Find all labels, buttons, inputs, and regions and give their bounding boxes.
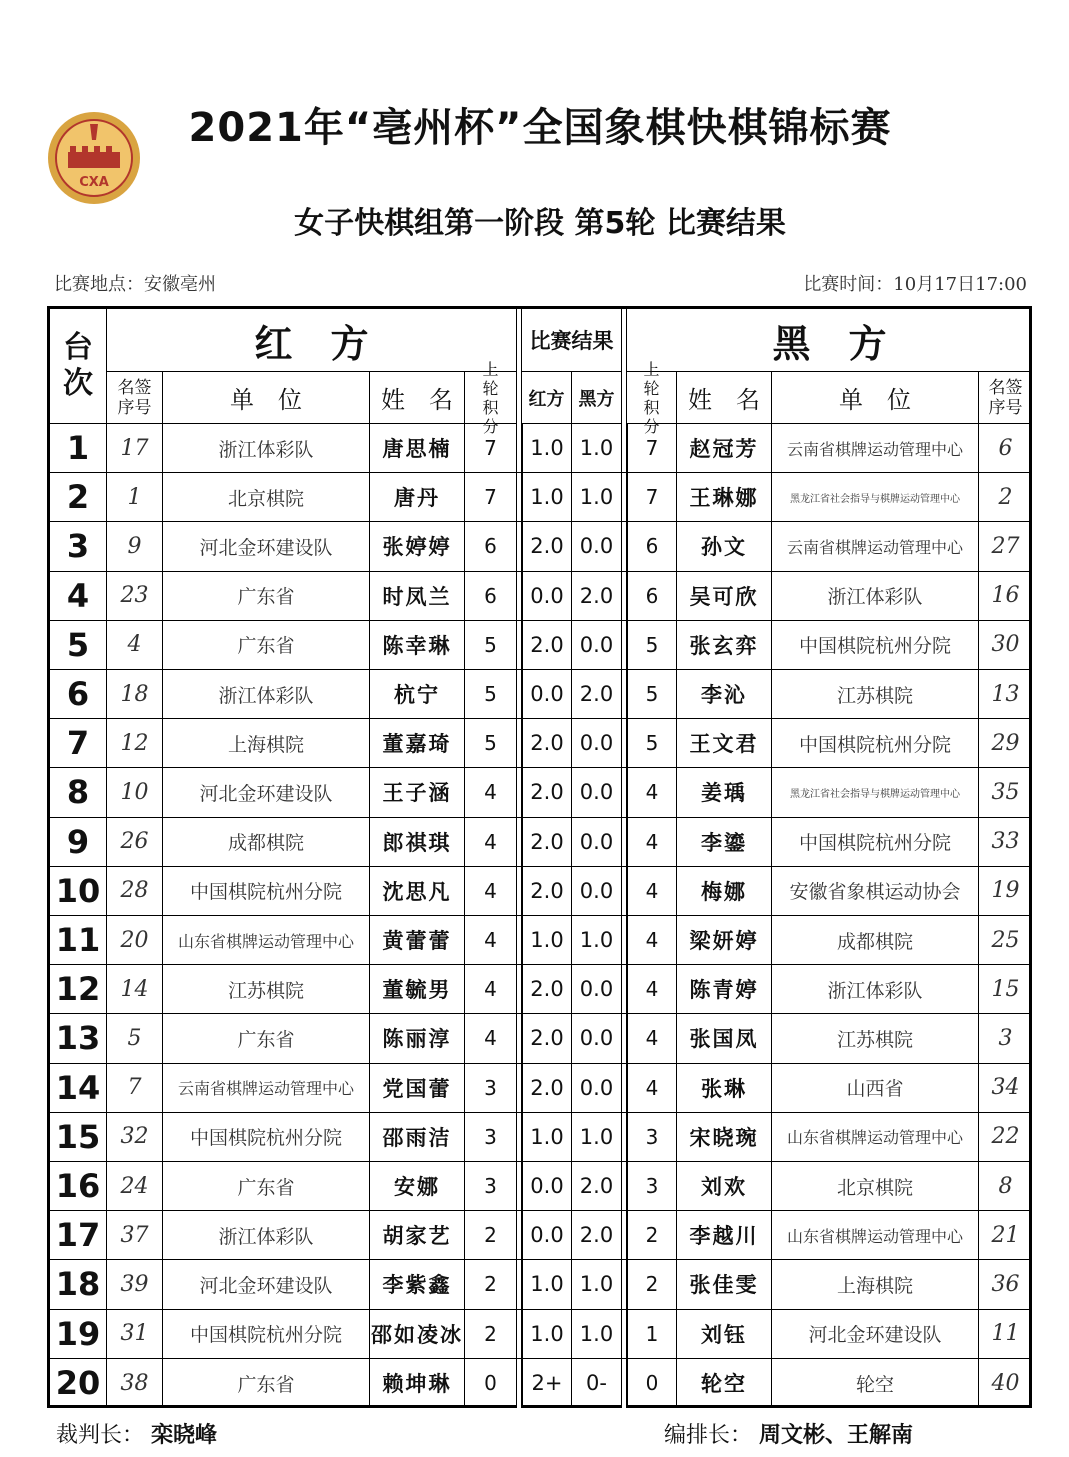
match-location: 比赛地点：安徽亳州 — [54, 274, 216, 295]
black-result: 2.0 — [572, 1162, 622, 1211]
red-name: 唐思楠 — [370, 424, 465, 473]
row-number: 3 — [50, 522, 107, 571]
black-result: 2.0 — [572, 1211, 622, 1260]
black-unit: 山东省棋牌运动管理中心 — [772, 1211, 979, 1260]
red-result: 0.0 — [522, 670, 572, 719]
black-name: 李越川 — [677, 1211, 772, 1260]
header-red-seq: 名签序号 — [107, 372, 163, 424]
row-number: 16 — [50, 1162, 107, 1211]
black-result: 2.0 — [572, 670, 622, 719]
red-seq: 9 — [107, 522, 163, 571]
red-prev-pts: 3 — [465, 1064, 517, 1113]
black-prev-pts: 4 — [627, 1064, 677, 1113]
red-name: 赖坤琳 — [370, 1359, 465, 1408]
black-result: 0.0 — [572, 1014, 622, 1063]
red-unit: 浙江体彩队 — [163, 424, 370, 473]
red-unit: 广东省 — [163, 1162, 370, 1211]
header-black-unit: 单 位 — [772, 372, 979, 424]
red-unit: 中国棋院杭州分院 — [163, 1310, 370, 1359]
red-result: 1.0 — [522, 916, 572, 965]
black-result: 1.0 — [572, 424, 622, 473]
black-name: 赵冠芳 — [677, 424, 772, 473]
red-result: 2.0 — [522, 1014, 572, 1063]
red-seq: 4 — [107, 621, 163, 670]
header-red-unit: 单 位 — [163, 372, 370, 424]
black-prev-pts: 2 — [627, 1260, 677, 1309]
header-black-name: 姓 名 — [677, 372, 772, 424]
red-prev-pts: 5 — [465, 670, 517, 719]
black-prev-pts: 2 — [627, 1211, 677, 1260]
black-result: 0.0 — [572, 768, 622, 817]
black-name: 梅娜 — [677, 867, 772, 916]
page-subtitle: 女子快棋组第一阶段 第5轮 比赛结果 — [294, 206, 786, 241]
header-black-result: 黑方 — [572, 372, 622, 424]
red-unit: 上海棋院 — [163, 719, 370, 768]
red-unit: 广东省 — [163, 1359, 370, 1408]
red-prev-pts: 6 — [465, 572, 517, 621]
red-result: 0.0 — [522, 572, 572, 621]
black-seq: 2 — [979, 473, 1032, 522]
black-seq: 29 — [979, 719, 1032, 768]
black-prev-pts: 4 — [627, 916, 677, 965]
black-unit: 浙江体彩队 — [772, 572, 979, 621]
table-row — [50, 670, 1029, 719]
black-unit: 黑龙江省社会指导与棋牌运动管理中心 — [772, 768, 979, 817]
svg-text:CXA: CXA — [79, 175, 109, 190]
black-seq: 16 — [979, 572, 1032, 621]
black-seq: 33 — [979, 818, 1032, 867]
black-unit: 云南省棋牌运动管理中心 — [772, 424, 979, 473]
red-name: 董毓男 — [370, 965, 465, 1014]
chief-judge-label: 裁判长： — [56, 1423, 145, 1448]
red-unit: 浙江体彩队 — [163, 670, 370, 719]
red-seq: 18 — [107, 670, 163, 719]
black-prev-pts: 6 — [627, 572, 677, 621]
table-row — [50, 572, 1029, 621]
header-red-prev-pts: 上轮积分 — [465, 372, 517, 424]
black-result: 0.0 — [572, 818, 622, 867]
red-unit: 江苏棋院 — [163, 965, 370, 1014]
table-row — [50, 768, 1029, 817]
chief-judge — [56, 1418, 217, 1449]
red-prev-pts: 7 — [465, 473, 517, 522]
black-name: 宋晓琬 — [677, 1113, 772, 1162]
row-number: 17 — [50, 1211, 107, 1260]
row-number: 7 — [50, 719, 107, 768]
red-result: 1.0 — [522, 424, 572, 473]
black-seq: 11 — [979, 1310, 1032, 1359]
red-prev-pts: 2 — [465, 1310, 517, 1359]
black-result: 0.0 — [572, 1064, 622, 1113]
black-name: 张琳 — [677, 1064, 772, 1113]
table-row — [50, 473, 1029, 522]
black-prev-pts: 4 — [627, 768, 677, 817]
row-number: 20 — [50, 1359, 107, 1408]
red-seq: 5 — [107, 1014, 163, 1063]
red-result: 1.0 — [522, 1310, 572, 1359]
red-prev-pts: 3 — [465, 1162, 517, 1211]
row-number: 11 — [50, 916, 107, 965]
black-unit: 成都棋院 — [772, 916, 979, 965]
row-number: 4 — [50, 572, 107, 621]
black-result: 2.0 — [572, 572, 622, 621]
black-unit: 轮空 — [772, 1359, 979, 1408]
black-seq: 21 — [979, 1211, 1032, 1260]
black-seq: 30 — [979, 621, 1032, 670]
black-seq: 19 — [979, 867, 1032, 916]
cxa-logo — [46, 110, 142, 206]
row-number: 9 — [50, 818, 107, 867]
red-unit: 北京棋院 — [163, 473, 370, 522]
red-prev-pts: 7 — [465, 424, 517, 473]
red-unit: 中国棋院杭州分院 — [163, 867, 370, 916]
black-result: 0.0 — [572, 867, 622, 916]
header-red-name: 姓 名 — [370, 372, 465, 424]
black-unit: 中国棋院杭州分院 — [772, 621, 979, 670]
red-unit: 河北金环建设队 — [163, 1260, 370, 1309]
black-name: 陈青婷 — [677, 965, 772, 1014]
red-prev-pts: 4 — [465, 768, 517, 817]
black-result: 0.0 — [572, 621, 622, 670]
black-prev-pts: 6 — [627, 522, 677, 571]
row-number: 19 — [50, 1310, 107, 1359]
header-result: 比赛结果 — [522, 309, 622, 372]
red-name: 张婷婷 — [370, 522, 465, 571]
red-prev-pts: 2 — [465, 1260, 517, 1309]
red-result: 2.0 — [522, 965, 572, 1014]
row-number: 15 — [50, 1113, 107, 1162]
black-name: 张佳雯 — [677, 1260, 772, 1309]
table-row — [50, 1014, 1029, 1063]
red-name: 李紫鑫 — [370, 1260, 465, 1309]
black-name: 梁妍婷 — [677, 916, 772, 965]
black-unit: 云南省棋牌运动管理中心 — [772, 522, 979, 571]
red-unit: 广东省 — [163, 572, 370, 621]
red-prev-pts: 0 — [465, 1359, 517, 1408]
red-seq: 1 — [107, 473, 163, 522]
black-seq: 36 — [979, 1260, 1032, 1309]
row-number: 18 — [50, 1260, 107, 1309]
black-prev-pts: 4 — [627, 867, 677, 916]
black-seq: 8 — [979, 1162, 1032, 1211]
black-result: 1.0 — [572, 1113, 622, 1162]
black-seq: 3 — [979, 1014, 1032, 1063]
black-prev-pts: 0 — [627, 1359, 677, 1408]
header-black-side: 黑 方 — [627, 309, 1032, 372]
black-prev-pts: 5 — [627, 670, 677, 719]
page-title: 2021年“亳州杯”全国象棋快棋锦标赛 — [188, 105, 892, 151]
table-row — [50, 424, 1029, 473]
table-row — [50, 1310, 1029, 1359]
black-name: 刘钰 — [677, 1310, 772, 1359]
black-prev-pts: 1 — [627, 1310, 677, 1359]
red-result: 2.0 — [522, 867, 572, 916]
red-name: 邵雨洁 — [370, 1113, 465, 1162]
black-seq: 27 — [979, 522, 1032, 571]
black-seq: 34 — [979, 1064, 1032, 1113]
black-seq: 25 — [979, 916, 1032, 965]
black-seq: 15 — [979, 965, 1032, 1014]
red-seq: 10 — [107, 768, 163, 817]
red-seq: 32 — [107, 1113, 163, 1162]
black-name: 刘欢 — [677, 1162, 772, 1211]
red-unit: 广东省 — [163, 621, 370, 670]
black-prev-pts: 4 — [627, 1014, 677, 1063]
red-unit: 云南省棋牌运动管理中心 — [163, 1064, 370, 1113]
black-unit: 北京棋院 — [772, 1162, 979, 1211]
red-seq: 20 — [107, 916, 163, 965]
red-result: 2.0 — [522, 522, 572, 571]
red-seq: 24 — [107, 1162, 163, 1211]
red-seq: 39 — [107, 1260, 163, 1309]
red-prev-pts: 5 — [465, 621, 517, 670]
black-prev-pts: 4 — [627, 818, 677, 867]
red-result: 2.0 — [522, 1064, 572, 1113]
header-red-side: 红 方 — [107, 309, 517, 372]
black-unit: 中国棋院杭州分院 — [772, 719, 979, 768]
red-prev-pts: 6 — [465, 522, 517, 571]
row-number: 10 — [50, 867, 107, 916]
red-prev-pts: 4 — [465, 818, 517, 867]
row-number: 12 — [50, 965, 107, 1014]
black-result: 0.0 — [572, 719, 622, 768]
black-seq: 35 — [979, 768, 1032, 817]
black-seq: 6 — [979, 424, 1032, 473]
black-prev-pts: 7 — [627, 424, 677, 473]
red-prev-pts: 4 — [465, 1014, 517, 1063]
black-result: 1.0 — [572, 1310, 622, 1359]
black-result: 1.0 — [572, 473, 622, 522]
black-name: 王琳娜 — [677, 473, 772, 522]
black-prev-pts: 3 — [627, 1113, 677, 1162]
table-row — [50, 522, 1029, 571]
row-number: 6 — [50, 670, 107, 719]
black-name: 孙文 — [677, 522, 772, 571]
row-number: 8 — [50, 768, 107, 817]
row-number: 5 — [50, 621, 107, 670]
red-seq: 38 — [107, 1359, 163, 1408]
table-row — [50, 1211, 1029, 1260]
table-row — [50, 1064, 1029, 1113]
header-tai: 台次 — [50, 309, 107, 424]
red-result: 2.0 — [522, 621, 572, 670]
red-seq: 28 — [107, 867, 163, 916]
red-unit: 广东省 — [163, 1014, 370, 1063]
red-name: 董嘉琦 — [370, 719, 465, 768]
red-result: 2.0 — [522, 768, 572, 817]
table-row — [50, 719, 1029, 768]
black-result: 1.0 — [572, 1260, 622, 1309]
black-result: 0.0 — [572, 522, 622, 571]
red-result: 2+ — [522, 1359, 572, 1408]
red-name: 唐丹 — [370, 473, 465, 522]
black-unit: 上海棋院 — [772, 1260, 979, 1309]
red-seq: 26 — [107, 818, 163, 867]
red-prev-pts: 5 — [465, 719, 517, 768]
table-row — [50, 916, 1029, 965]
red-prev-pts: 4 — [465, 916, 517, 965]
table-row — [50, 867, 1029, 916]
black-unit: 山西省 — [772, 1064, 979, 1113]
black-unit: 黑龙江省社会指导与棋牌运动管理中心 — [772, 473, 979, 522]
black-result: 0- — [572, 1359, 622, 1408]
black-seq: 22 — [979, 1113, 1032, 1162]
red-prev-pts: 4 — [465, 867, 517, 916]
black-prev-pts: 5 — [627, 719, 677, 768]
arranger — [664, 1418, 913, 1449]
red-seq: 37 — [107, 1211, 163, 1260]
red-seq: 31 — [107, 1310, 163, 1359]
table-row — [50, 621, 1029, 670]
red-unit: 浙江体彩队 — [163, 1211, 370, 1260]
black-result: 1.0 — [572, 916, 622, 965]
black-name: 李鎏 — [677, 818, 772, 867]
red-unit: 成都棋院 — [163, 818, 370, 867]
black-unit: 山东省棋牌运动管理中心 — [772, 1113, 979, 1162]
red-unit: 中国棋院杭州分院 — [163, 1113, 370, 1162]
red-prev-pts: 4 — [465, 965, 517, 1014]
red-result: 1.0 — [522, 1260, 572, 1309]
black-name: 轮空 — [677, 1359, 772, 1408]
red-seq: 23 — [107, 572, 163, 621]
black-unit: 中国棋院杭州分院 — [772, 818, 979, 867]
black-name: 王文君 — [677, 719, 772, 768]
red-name: 沈思凡 — [370, 867, 465, 916]
red-result: 2.0 — [522, 818, 572, 867]
red-result: 1.0 — [522, 1113, 572, 1162]
black-seq: 40 — [991, 1370, 1020, 1396]
red-result: 0.0 — [522, 1162, 572, 1211]
red-name: 郎祺琪 — [370, 818, 465, 867]
black-result: 0.0 — [572, 965, 622, 1014]
arranger-names: 周文彬、王解南 — [759, 1422, 914, 1448]
table-row — [50, 965, 1029, 1014]
black-unit: 安徽省象棋运动协会 — [772, 867, 979, 916]
red-prev-pts: 3 — [465, 1113, 517, 1162]
chief-judge-name: 栾晓峰 — [151, 1422, 218, 1448]
row-number: 14 — [50, 1064, 107, 1113]
red-name: 黄蕾蕾 — [370, 916, 465, 965]
red-name: 党国蕾 — [370, 1064, 465, 1113]
red-name: 陈幸琳 — [370, 621, 465, 670]
table-row — [50, 818, 1029, 867]
red-seq: 17 — [107, 424, 163, 473]
red-unit: 河北金环建设队 — [163, 522, 370, 571]
black-name: 张国凤 — [677, 1014, 772, 1063]
black-prev-pts: 4 — [627, 965, 677, 1014]
red-name: 胡家艺 — [370, 1211, 465, 1260]
red-seq: 7 — [107, 1064, 163, 1113]
black-unit: 浙江体彩队 — [772, 965, 979, 1014]
results-table — [47, 306, 1032, 1408]
red-unit: 山东省棋牌运动管理中心 — [163, 916, 370, 965]
table-row — [50, 1359, 1029, 1408]
red-result: 2.0 — [522, 719, 572, 768]
black-prev-pts: 5 — [627, 621, 677, 670]
black-unit: 河北金环建设队 — [772, 1310, 979, 1359]
row-number: 1 — [50, 424, 107, 473]
table-row — [50, 1260, 1029, 1309]
black-unit: 江苏棋院 — [772, 1014, 979, 1063]
table-row — [50, 1162, 1029, 1211]
header-red-result: 红方 — [522, 372, 572, 424]
black-seq: 13 — [979, 670, 1032, 719]
black-prev-pts: 7 — [627, 473, 677, 522]
header-black-prev-pts: 上轮积分 — [627, 372, 677, 424]
red-result: 0.0 — [522, 1211, 572, 1260]
red-unit: 河北金环建设队 — [163, 768, 370, 817]
row-number: 2 — [50, 473, 107, 522]
table-row — [50, 1113, 1029, 1162]
black-prev-pts: 3 — [627, 1162, 677, 1211]
row-number: 13 — [50, 1014, 107, 1063]
red-name: 安娜 — [370, 1162, 465, 1211]
header-black-seq: 名签序号 — [979, 372, 1032, 424]
red-name: 王子涵 — [370, 768, 465, 817]
arranger-label: 编排长： — [664, 1423, 753, 1448]
red-name: 邵如凌冰 — [370, 1310, 465, 1359]
black-name: 吴可欣 — [677, 572, 772, 621]
red-seq: 14 — [107, 965, 163, 1014]
red-result: 1.0 — [522, 473, 572, 522]
black-name: 张玄弈 — [677, 621, 772, 670]
red-name: 时凤兰 — [370, 572, 465, 621]
black-name: 李沁 — [677, 670, 772, 719]
black-name: 姜瑀 — [677, 768, 772, 817]
red-seq: 12 — [107, 719, 163, 768]
red-prev-pts: 2 — [465, 1211, 517, 1260]
red-name: 杭宁 — [370, 670, 465, 719]
black-unit: 江苏棋院 — [772, 670, 979, 719]
red-name: 陈丽淳 — [370, 1014, 465, 1063]
match-time: 比赛时间：10月17日17:00 — [803, 274, 1027, 295]
